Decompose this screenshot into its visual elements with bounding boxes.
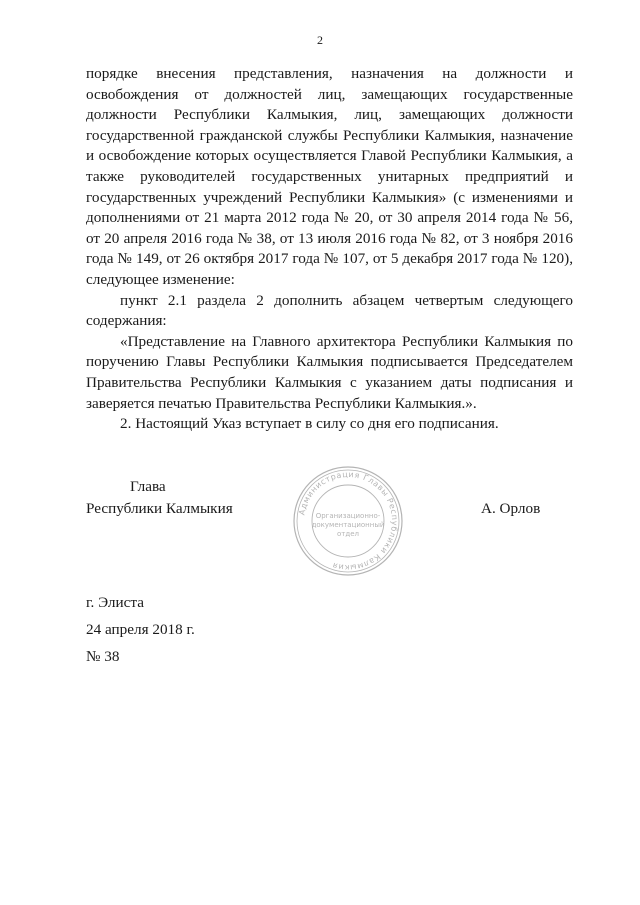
entry-into-force-paragraph: 2. Настоящий Указ вступает в силу со дня его подписания. [120,415,499,433]
signature-block [86,469,573,586]
amendment-instruction-paragraph: пункт 2.1 раздела 2 дополнить абзацем четвертым следующего содержания: [86,291,573,330]
signatory-title-line-2: Республики Калмыкия [86,500,233,517]
decree-number: № 38 [86,648,120,665]
issue-city: г. Элиста [86,594,144,611]
issue-date: 24 апреля 2018 г. [86,621,195,638]
signatory-name: А. Орлов [481,500,541,517]
page-number: 2 [317,33,323,47]
decree-body [86,64,573,435]
seal-center-text-line-3: отдел [337,530,359,538]
amendment-context-paragraph: порядке внесения представления, назначения на должности и освобождения от должностей лиц, замещающих государственные должности Республики Калмыкия, лиц, замещающих должности государственной гражданской службы Республики Калмыкия, назначение и освобождение которых осуществляется Главой Республики Калмыкия, а также руководителей государственных унитарных предприятий и государственных учреждений Республики Калмыкия» (с изменениями и дополнениями от 21 марта 2012 года № 20, от 30 апреля 2014 года № 56, от 20 апреля 2016 года № 38, от 13 июля 2016 года № 82, от 3 ноября 2016 года № 149, от 26 октября 2017 года № 107, от 5 декабря 2017 года № 120), следующее изменение: [86,65,573,288]
amendment-text-paragraph: «Представление на Главного архитектора Республики Калмыкия по поручению Главы Республики Калмыкия подписывается Председателем Правительства Республики Калмыкия с указанием даты подписания и заверяется печатью Правительства Республики Калмыкия.». [86,332,573,412]
decree-footer [86,589,195,670]
seal-center-text-line-2: документационный [311,521,385,529]
seal-center-text-line-1: Организационно- [315,512,381,520]
official-seal-stamp [291,464,405,578]
seal-ring-text: Администрация Главы Республики Калмыкия [297,469,400,573]
signatory-title-line-1: Глава [130,478,166,495]
